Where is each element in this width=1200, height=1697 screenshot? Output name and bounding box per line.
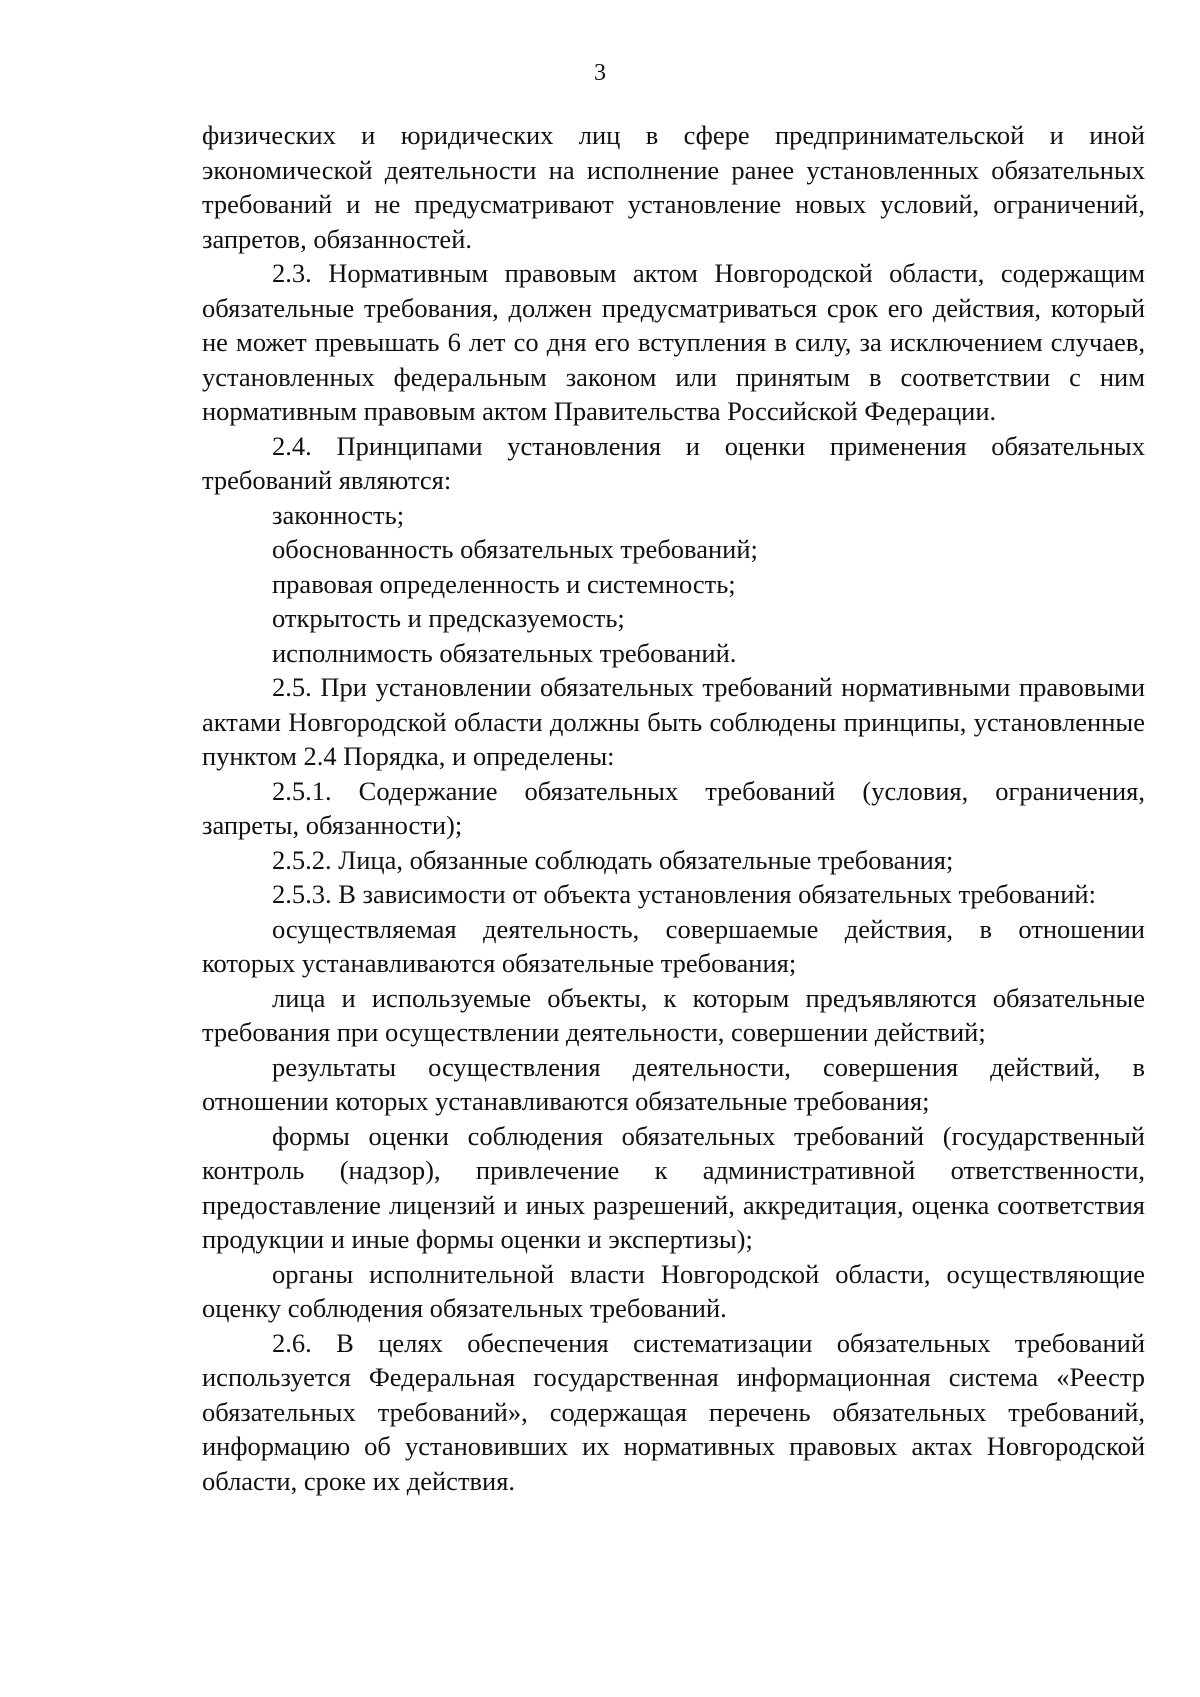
document-body (202, 118, 1145, 1498)
object-item: осуществляемая деятельность, совершаемые действия, в отношении которых устанавливаются обязательные требования; (202, 913, 1145, 978)
paragraph-2-6: 2.6. В целях обеспечения систематизации обязательных требований используется Федеральная государственная информационная система «Реестр обязательных требований», содержащая перечень обязательных требований, информацию об установивших их нормативных правовых актах Новгородской области, сроке их действия. (202, 1327, 1145, 1496)
paragraph-2-5-2: 2.5.2. Лица, обязанные соблюдать обязательные требования; (272, 844, 954, 875)
page-number: 3 (594, 60, 606, 86)
object-item: результаты осуществления деятельности, совершения действий, в отношении которых устанавливаются обязательные требования; (202, 1051, 1145, 1116)
paragraph-2-5: 2.5. При установлении обязательных требований нормативными правовыми актами Новгородской области должны быть соблюдены принципы, установленные пунктом 2.4 Порядка, и определены: (202, 672, 1145, 771)
principle-item: законность; (272, 499, 405, 530)
principle-item: правовая определенность и системность; (272, 568, 736, 599)
principle-item: открытость и предсказуемость; (272, 603, 625, 633)
object-item: органы исполнительной власти Новгородской области, осуществляющие оценку соблюдения обязательных требований. (202, 1258, 1145, 1323)
paragraph-2-5-1: 2.5.1. Содержание обязательных требований (условия, ограничения, запреты, обязанности); (202, 775, 1145, 840)
object-item: формы оценки соблюдения обязательных требований (государственный контроль (надзор), привлечение к административной ответственности, предоставление лицензий и иных разрешений, аккредитация, оценка соответствия продукции и иные формы оценки и экспертизы); (202, 1120, 1145, 1254)
paragraph-2-5-3: 2.5.3. В зависимости от объекта установления обязательных требований: (272, 879, 1096, 909)
paragraph-2-4: 2.4. Принципами установления и оценки применения обязательных требований являются: (202, 430, 1145, 495)
paragraph-2-3: 2.3. Нормативным правовым актом Новгородской области, содержащим обязательные требования, должен предусматриваться срок его действия, который не может превышать 6 лет со дня его вступления в силу, за исключением случаев, установленных федеральным законом или принятым в соответствии с ним нормативным правовым актом Правительства Российской Федерации. (202, 258, 1145, 426)
principle-item: обоснованность обязательных требований; (272, 534, 758, 564)
object-item: лица и используемые объекты, к которым предъявляются обязательные требования при осуществлении деятельности, совершении действий; (202, 982, 1145, 1047)
principle-item: исполнимость обязательных требований. (272, 637, 737, 668)
paragraph-continuation: физических и юридических лиц в сфере предпринимательской и иной экономической деятельности на исполнение ранее установленных обязательных требований и не предусматривают установление новых условий, ограничений, запретов, обязанностей. (202, 120, 1145, 254)
